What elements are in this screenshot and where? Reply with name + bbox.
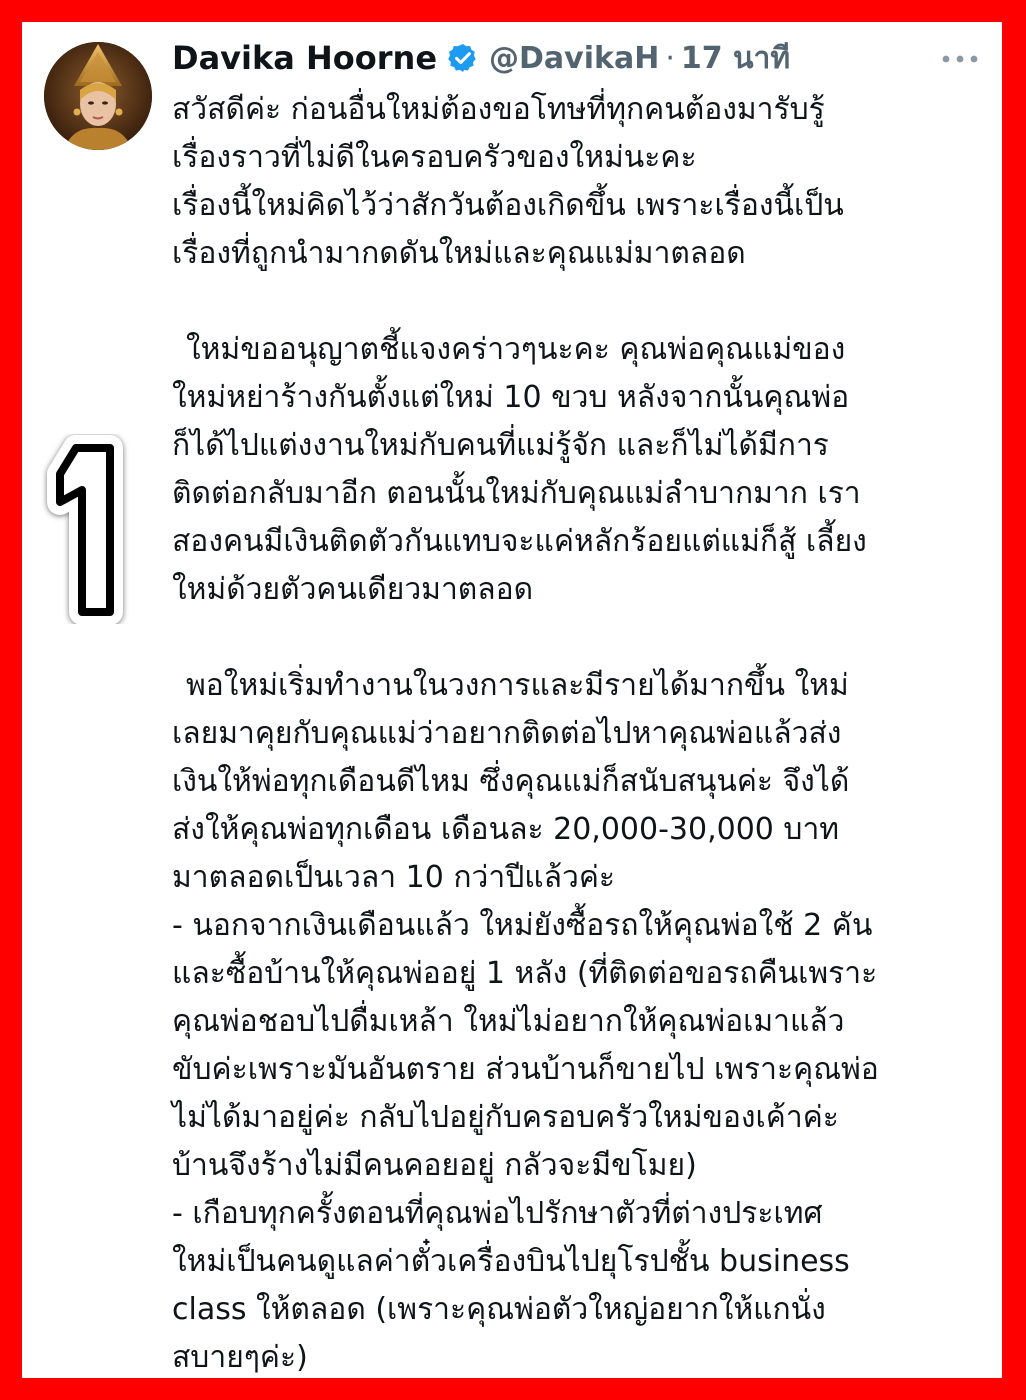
tweet-paragraph: [172, 326, 972, 614]
tweet-line: ใหม่เป็นคนดูแลค่าตั๋วเครื่องบินไปยุโรปชั้น business: [172, 1244, 850, 1279]
tweet-line: ขับค่ะเพราะมันอันตราย ส่วนบ้านก็ขายไป เพราะคุณพ่อ: [172, 1052, 879, 1087]
tweet-line: ใหม่หย่าร้างกันตั้งแต่ใหม่ 10 ขวบ หลังจากนั้นคุณพ่อ: [172, 380, 850, 415]
verified-badge-icon: [447, 42, 479, 74]
tweet-text: [172, 86, 972, 1378]
paragraph-gap: [172, 278, 972, 326]
tweet-line: พอใหม่เริ่มทำงานในวงการและมีรายได้มากขึ้น ใหม่: [186, 668, 849, 703]
tweet-line: คุณพ่อชอบไปดื่มเหล้า ใหม่ไม่อยากให้คุณพ่อเมาแล้ว: [172, 1004, 845, 1039]
tweet-line: ไม่ได้มาอยู่ค่ะ กลับไปอยู่กับครอบครัวใหม่ของเค้าค่ะ: [172, 1100, 839, 1135]
tweet-line: สวัสดีค่ะ ก่อนอื่นใหม่ต้องขอโทษที่ทุกคนต้องมารับรู้: [172, 92, 825, 127]
tweet-line: เรื่องที่ถูกนำมากดดันใหม่และคุณแม่มาตลอด: [172, 236, 746, 271]
tweet-line: เรื่องราวที่ไม่ดีในครอบครัวของใหม่นะคะ: [172, 140, 697, 175]
more-icon[interactable]: [940, 46, 980, 66]
tweet-line: ก็ได้ไปแต่งงานใหม่กับคนที่แม่รู้จัก และก็ไม่ได้มีการ: [172, 428, 829, 463]
tweet-line: ติดต่อกลับมาอีก ตอนนั้นใหม่กับคุณแม่ลำบากมาก เรา: [172, 476, 861, 511]
tweet-line: - เกือบทุกครั้งตอนที่คุณพ่อไปรักษาตัวที่ต่างประเทศ: [172, 1196, 823, 1231]
tweet-line: สองคนมีเงินติดตัวกันแทบจะแค่หลักร้อยแต่แม่ก็สู้ เลี้ยง: [172, 524, 867, 559]
tweet-line: และซื้อบ้านให้คุณพ่ออยู่ 1 หลัง (ที่ติดต่อขอรถคืนเพราะ: [172, 956, 878, 991]
tweet-paragraph: [172, 662, 972, 1378]
tweet-line: ใหม่ขออนุญาตชี้แจงคร่าวๆนะคะ คุณพ่อคุณแม่ของ: [186, 332, 846, 367]
tweet-frame: [22, 22, 1002, 1378]
tweet-line: ใหม่ด้วยตัวคนเดียวมาตลอด: [172, 572, 534, 607]
avatar[interactable]: [44, 42, 152, 150]
tweet-paragraph: [172, 86, 972, 278]
header-separator: ·: [665, 40, 675, 76]
tweet-line: - นอกจากเงินเดือนแล้ว ใหม่ยังซื้อรถให้คุณพ่อใช้ 2 คัน: [172, 908, 873, 943]
tweet-header: [172, 36, 790, 80]
tweet-line: บ้านจึงร้างไม่มีคนคอยอยู่ กลัวจะมีขโมย): [172, 1148, 697, 1183]
timestamp[interactable]: 17 นาที: [680, 40, 791, 76]
tweet-line: สบายๆค่ะ): [172, 1340, 308, 1375]
author-name[interactable]: Davika Hoorne: [172, 39, 438, 77]
author-handle[interactable]: @DavikaH: [489, 40, 660, 76]
number-sticker: [38, 434, 138, 624]
tweet-line: ส่งให้คุณพ่อทุกเดือน เดือนละ 20,000-30,000 บาท: [172, 812, 840, 847]
tweet-line: เรื่องนี้ใหม่คิดไว้ว่าสักวันต้องเกิดขึ้น เพราะเรื่องนี้เป็น: [172, 188, 844, 223]
tweet-line: เลยมาคุยกับคุณแม่ว่าอยากติดต่อไปหาคุณพ่อแล้วส่ง: [172, 716, 842, 751]
avatar-image: [44, 42, 152, 150]
tweet-line: เงินให้พ่อทุกเดือนดีไหม ซึ่งคุณแม่ก็สนับสนุนค่ะ จึงได้: [172, 764, 850, 799]
tweet-line: มาตลอดเป็นเวลา 10 กว่าปีแล้วค่ะ: [172, 860, 616, 895]
tweet-line: class ให้ตลอด (เพราะคุณพ่อตัวใหญ่อยากให้แกนั่ง: [172, 1292, 826, 1327]
paragraph-gap: [172, 614, 972, 662]
